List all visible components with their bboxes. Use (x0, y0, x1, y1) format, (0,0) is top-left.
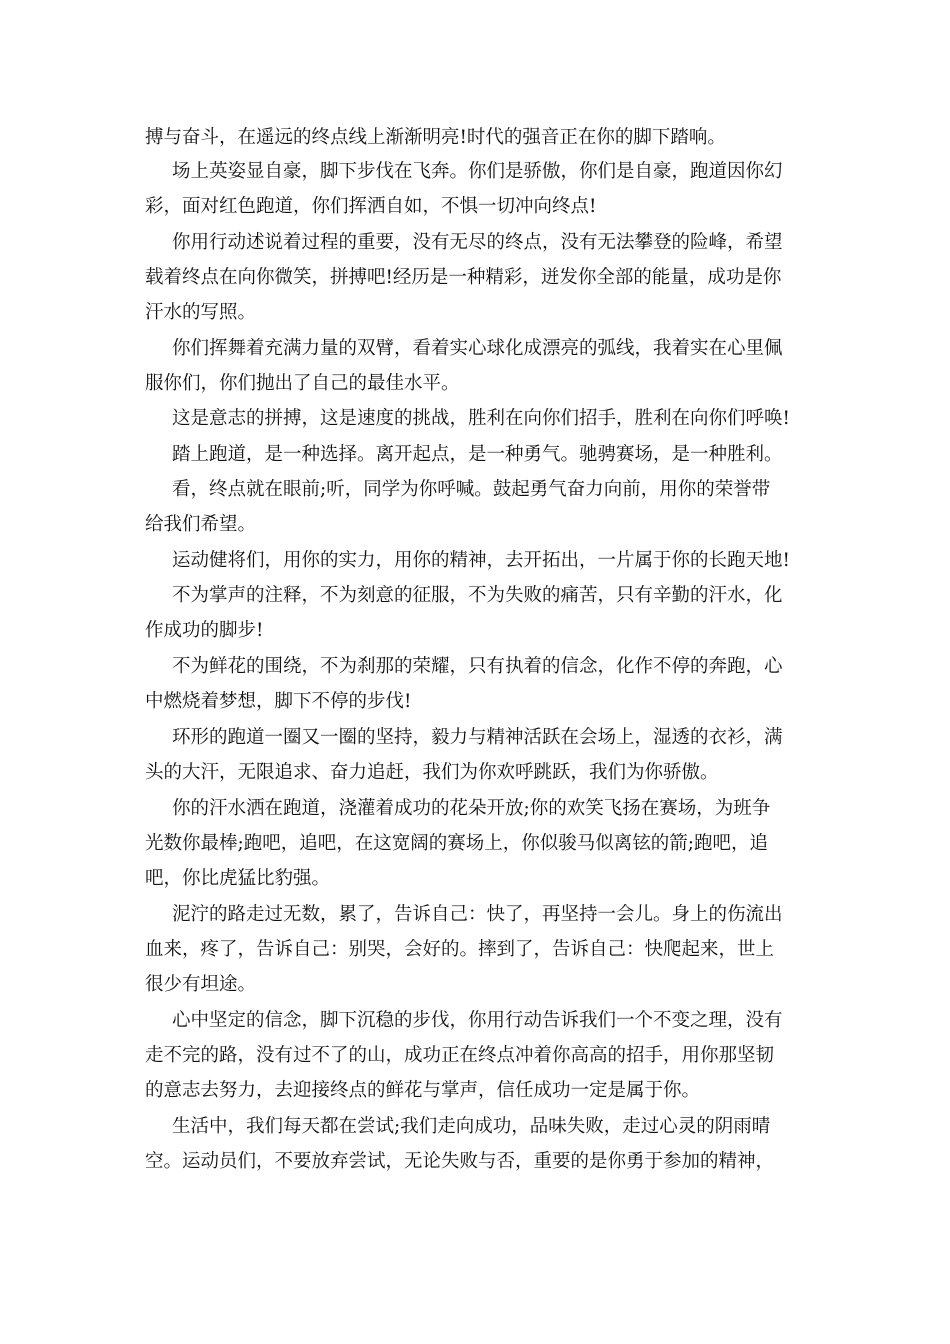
text-line: 走不完的路，没有过不了的山，成功正在终点冲着你高高的招手，用你那坚韧 (145, 1045, 775, 1066)
text-line: 场上英姿显自豪，脚下步伐在飞奔。你们是骄傲，你们是自豪，跑道因你幻 (172, 161, 783, 182)
text-line: 服你们，你们抛出了自己的最佳水平。 (145, 373, 460, 394)
text-line: 你们挥舞着充满力量的双臂，看着实心球化成漂亮的弧线，我着实在心里佩 (172, 338, 783, 359)
text-line: 中燃烧着梦想，脚下不停的步伐! (145, 691, 412, 712)
text-line: 头的大汗，无限追求、奋力追赶，我们为你欢呼跳跃，我们为你骄傲。 (145, 762, 719, 783)
text-line: 看，终点就在眼前;听，同学为你呼喊。鼓起勇气奋力向前，用你的荣誉带 (172, 479, 771, 500)
text-line: 运动健将们，用你的实力，用你的精神，去开拓出，一片属于你的长跑天地! (172, 550, 790, 571)
text-line: 彩，面对红色跑道，你们挥洒自如，不惧一切冲向终点! (145, 196, 597, 217)
text-line: 这是意志的拼搏，这是速度的挑战，胜利在向你们招手，胜利在向你们呼唤! (172, 408, 790, 429)
text-line: 生活中，我们每天都在尝试;我们走向成功，品味失败，走过心灵的阴雨晴 (172, 1116, 771, 1137)
text-line: 血来，疼了，告诉自己：别哭，会好的。摔到了，告诉自己：快爬起来，世上 (145, 939, 775, 960)
text-line: 心中坚定的信念，脚下沉稳的步伐，你用行动告诉我们一个不变之理，没有 (172, 1010, 783, 1031)
text-line: 空。运动员们，不要放弃尝试，无论失败与否，重要的是你勇于参加的精神， (145, 1151, 775, 1172)
text-line: 给我们希望。 (145, 514, 257, 535)
text-line: 的意志去努力，去迎接终点的鲜花与掌声，信任成功一定是属于你。 (145, 1080, 701, 1101)
text-line: 你的汗水洒在跑道，浇灌着成功的花朵开放;你的欢笑飞扬在赛场，为班争 (172, 798, 771, 819)
text-line: 汗水的写照。 (145, 302, 257, 323)
text-line: 泥泞的路走过无数，累了，告诉自己：快了，再坚持一会儿。身上的伤流出 (172, 904, 783, 925)
text-line: 光数你最棒;跑吧，追吧，在这宽阔的赛场上，你似骏马似离铉的箭;跑吧，追 (145, 833, 768, 854)
text-line: 很少有坦途。 (145, 974, 257, 995)
text-line: 搏与奋斗，在遥远的终点线上渐渐明亮!时代的强音正在你的脚下踏响。 (145, 127, 726, 148)
text-line: 踏上跑道，是一种选择。离开起点，是一种勇气。驰骋赛场，是一种胜利。 (172, 444, 783, 465)
text-line: 吧，你比虎猛比豹强。 (145, 868, 331, 889)
text-line: 作成功的脚步! (145, 620, 264, 641)
text-line: 不为掌声的注释，不为刻意的征服，不为失败的痛苦，只有辛勤的汗水，化 (172, 585, 783, 606)
text-line: 你用行动述说着过程的重要，没有无尽的终点，没有无法攀登的险峰，希望 (172, 232, 783, 253)
text-line: 载着终点在向你微笑，拼搏吧!经历是一种精彩，迸发你全部的能量，成功是你 (145, 267, 782, 288)
text-line: 环形的跑道一圈又一圈的坚持，毅力与精神活跃在会场上，湿透的衣衫，满 (172, 727, 783, 748)
text-line: 不为鲜花的围绕，不为刹那的荣耀，只有执着的信念，化作不停的奔跑，心 (172, 656, 783, 677)
